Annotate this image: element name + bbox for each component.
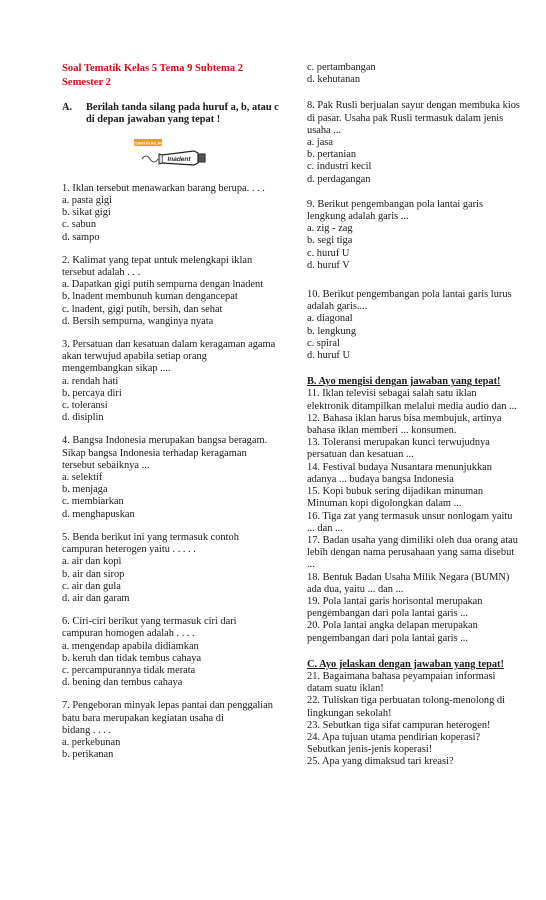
essay-item: 25. Apa yang dimaksud tari kreasi? xyxy=(307,756,454,768)
answer-option[interactable]: d. huruf U xyxy=(307,350,350,362)
question-stem: 2. Kalimat yang tepat untuk melengkapi iklan tersebut adalah . . . xyxy=(62,254,253,279)
answer-option[interactable]: c. toleransi xyxy=(62,400,108,412)
fill-in-item: 19. Pola lantai garis horisontal merupakan pengembangan dari pola lantai garis ... xyxy=(307,595,483,620)
question-stem: 3. Persatuan dan kesatuan dalam keragaman agama akan terwujud apabila setiap orang mengembangkan sikap .... xyxy=(62,339,276,375)
ad-banner-text: CONTOH IKLAN xyxy=(132,140,164,146)
title-line-2: Semester 2 xyxy=(62,77,111,88)
left-column xyxy=(62,62,288,761)
fill-in-item: 13. Toleransi merupakan kunci terwujudnya persatuan dan kesatuan ... xyxy=(307,437,490,461)
answer-option[interactable]: a. rendah hati xyxy=(62,375,119,387)
answer-option[interactable]: d. disiplin xyxy=(62,412,104,424)
question-4 xyxy=(62,435,288,520)
fill-in-item: 17. Badan usaha yang dimiliki oleh dua orang atau lebih dengan nama perusahaan yang sama disebut ... xyxy=(307,534,518,571)
answer-option[interactable]: b. air dan sirop xyxy=(62,568,125,580)
toothpaste-tube-icon xyxy=(132,137,208,173)
question-stem: 4. Bangsa Indonesia merupakan bangsa beragam. Sikap bangsa Indonesia terhadap keragaman tersebut sebaiknya ... xyxy=(62,435,268,471)
answer-option[interactable]: a. perkebunan xyxy=(62,736,121,748)
fill-in-item: 20. Pola lantai angka delapan merupakan pengembangan dari pola lantai garis ... xyxy=(307,620,478,644)
essay-item: 24. Apa tujuan utama pendirian koperasi? Sebutkan jenis-jenis koperasi! xyxy=(307,731,481,756)
answer-option[interactable]: b. lengkung xyxy=(307,325,357,337)
paste-squiggle xyxy=(142,156,158,162)
right-column xyxy=(307,62,527,769)
essay-item: 21. Bagaimana bahasa peyampaian informasi datam suatu iklan! xyxy=(307,670,496,695)
answer-option[interactable]: c. lnadent, gigi putih, bersih, dan sehat xyxy=(62,303,223,315)
question-10 xyxy=(307,289,527,362)
answer-option[interactable]: b. sikat gigi xyxy=(62,207,111,219)
section-c-heading: C. Ayo jelaskan dengan jawaban yang tepat! xyxy=(307,658,504,670)
document-title xyxy=(62,62,288,90)
answer-option[interactable]: a. diagonal xyxy=(307,313,353,325)
answer-option[interactable]: b. lnadent membunuh kuman dengancepat xyxy=(62,291,238,303)
answer-option[interactable]: d. Bersih sempurna, wanginya nyata xyxy=(62,315,214,327)
answer-option[interactable]: d. air dan garam xyxy=(62,592,130,604)
answer-option[interactable]: d. kehutanan xyxy=(307,74,361,86)
question-stem: 7. Pengeboran minyak lepas pantai dan penggalian batu bara merupakan kegiatan usaha di bidang . . . . xyxy=(62,700,273,736)
section-a-text: Berilah tanda silang pada huruf a, b, atau c di depan jawaban yang tepat ! xyxy=(86,102,279,126)
answer-option[interactable]: c. air dan gula xyxy=(62,580,121,592)
fill-in-item: 15. Kopi bubuk sering dijadikan minuman Minuman kopi digolongkan dalam ... xyxy=(307,486,484,510)
question-stem: 10. Berikut pengembangan pola lantai garis lurus adalah garis.... xyxy=(307,289,512,313)
essay-item: 22. Tuliskan tiga perbuatan tolong-menolong di lingkungan sekolah! xyxy=(307,695,505,719)
answer-option[interactable]: a. pasta gigi xyxy=(62,195,112,207)
answer-option[interactable]: b. keruh dan tidak tembus cahaya xyxy=(62,652,202,664)
question-stem: 6. Ciri-ciri berikut yang termasuk ciri dari campuran homogen adalah . . . . xyxy=(62,616,237,640)
answer-option[interactable]: c. spiral xyxy=(307,337,340,349)
answer-option[interactable]: c. pertambangan xyxy=(307,62,376,73)
answer-option[interactable]: d. bening dan tembus cahaya xyxy=(62,677,183,689)
tube-brand: lnadent xyxy=(167,155,191,163)
question-7 xyxy=(62,700,288,761)
answer-option[interactable]: d. perdagangan xyxy=(307,173,371,185)
essay-item: 23. Sebutkan tiga sifat campuran heterogen! xyxy=(307,719,491,731)
question-7-continuation xyxy=(307,62,527,86)
title-line-1: Soal Tematik Kelas 5 Tema 9 Subtema 2 xyxy=(62,63,244,74)
answer-option[interactable]: a. jasa xyxy=(307,137,333,149)
section-c-items xyxy=(307,671,527,769)
question-stem: 1. Iklan tersebut menawarkan barang berupa. . . . xyxy=(62,182,265,194)
answer-option[interactable]: b. percaya diri xyxy=(62,387,122,399)
answer-option[interactable]: c. percampurannya tidak merata xyxy=(62,664,196,676)
answer-option[interactable]: a. air dan kopi xyxy=(62,556,122,568)
question-stem: 8. Pak Rusli berjualan sayur dengan membuka kios di pasar. Usaha pak Rusli termasuk dalam jenis usaha ... xyxy=(307,100,520,136)
section-b-items xyxy=(307,388,527,644)
section-a-instruction xyxy=(62,102,288,127)
answer-option[interactable]: a. selektif xyxy=(62,472,103,484)
answer-option[interactable]: d. huruf V xyxy=(307,259,350,271)
answer-option[interactable]: c. huruf U xyxy=(307,247,350,259)
question-9 xyxy=(307,199,527,272)
fill-in-item: 14. Festival budaya Nusantara menunjukkan adanya ... budaya bangsa Indonesia xyxy=(307,461,492,485)
fill-in-item: 11. Iklan televisi sebagai salah satu iklan elektronik ditampilkan melalui media audio dan ... xyxy=(307,388,517,412)
answer-option[interactable]: d. menghapuskan xyxy=(62,508,135,520)
answer-option[interactable]: a. zig - zag xyxy=(307,223,353,235)
question-3 xyxy=(62,339,288,424)
section-a-letter: A. xyxy=(62,102,73,113)
answer-option[interactable]: b. pertanian xyxy=(307,149,357,161)
fill-in-item: 12. Bahasa iklan harus bisa membujuk, artinya bahasa iklan memberi ... konsumen. xyxy=(307,412,502,437)
question-2 xyxy=(62,255,288,328)
answer-option[interactable]: b. segi tiga xyxy=(307,235,353,247)
answer-option[interactable]: c. industri kecil xyxy=(307,161,372,173)
tube-crimp xyxy=(159,154,162,164)
answer-option[interactable]: b. perikanan xyxy=(62,749,114,761)
toothpaste-ad-illustration xyxy=(132,137,208,173)
question-1 xyxy=(62,183,288,244)
answer-option[interactable]: a. mengendap apabila didiamkan xyxy=(62,640,199,652)
answer-option[interactable]: a. Dapatkan gigi putih sempurna dengan lnadent xyxy=(62,279,264,291)
question-6 xyxy=(62,616,288,689)
question-8 xyxy=(307,100,527,185)
answer-option[interactable]: c. membiarkan xyxy=(62,496,124,508)
answer-option[interactable]: b. menjaga xyxy=(62,484,108,496)
question-stem: 9. Berikut pengembangan pola lantai garis lengkung adalah garis ... xyxy=(307,198,484,223)
tube-cap xyxy=(198,154,205,162)
answer-option[interactable]: d. sampo xyxy=(62,231,100,243)
fill-in-item: 18. Bentuk Badan Usaha Milik Negara (BUMN) ada dua, yaitu ... dan ... xyxy=(307,571,510,595)
section-b-heading: B. Ayo mengisi dengan jawaban yang tepat! xyxy=(307,376,501,388)
fill-in-item: 16. Tiga zat yang termasuk unsur nonlogam yaitu ... dan ... xyxy=(307,510,513,534)
question-stem: 5. Benda berikut ini yang termasuk contoh campuran heterogen yaitu . . . . . xyxy=(62,531,239,556)
answer-option[interactable]: c. sabun xyxy=(62,219,97,231)
question-5 xyxy=(62,532,288,605)
